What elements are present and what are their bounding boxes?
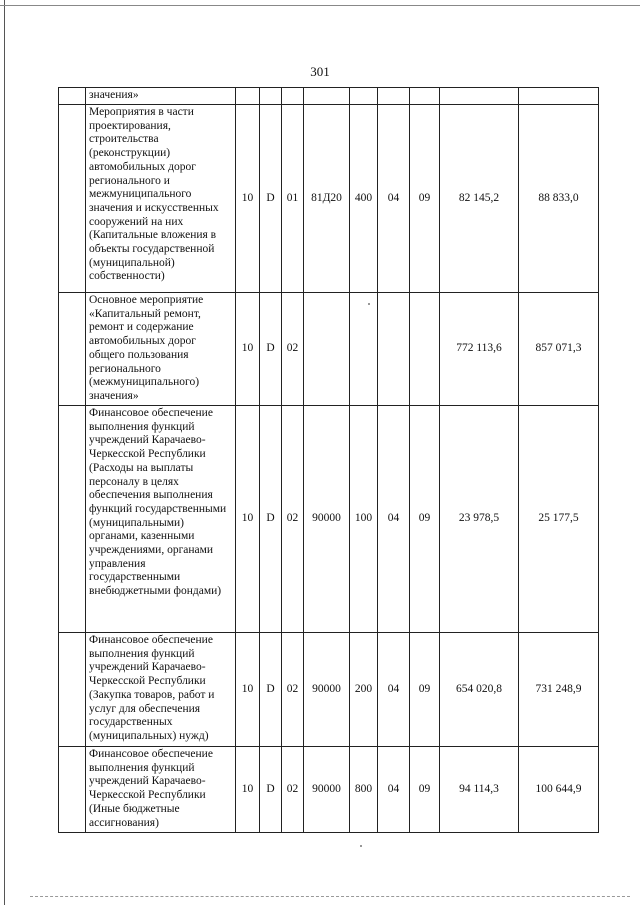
amount-cell: 731 248,9 [519,633,599,747]
item-name: Мероприятия в части проектирования, строительства (реконструкции) автомобильных дорог регионального и межмуниципального значения и искусственных сооружений на них (Капитальные вложения в объекты государственной (муниципальной) собственности) [86,105,236,293]
code-cell: D [260,406,282,633]
amount-cell: 772 113,6 [440,293,519,406]
index-cell [59,293,86,406]
table-row [59,88,599,105]
index-cell [59,633,86,747]
code-cell: 04 [378,633,410,747]
code-cell: 100 [350,406,378,633]
item-name: Финансовое обеспечение выполнения функций учреждений Карачаево-Черкесской Республики (Закупка товаров, работ и услуг для обеспечения государственных (муниципальных) нужд) [86,633,236,747]
amount-cell: 25 177,5 [519,406,599,633]
code-cell: 02 [282,747,304,833]
code-cell: 10 [236,406,260,633]
amount-cell: 94 114,3 [440,747,519,833]
code-cell [350,88,378,105]
scan-bottom-edge [30,896,630,898]
code-cell: 02 [282,293,304,406]
amount-cell: 100 644,9 [519,747,599,833]
code-cell: 90000 [304,747,350,833]
code-cell: 200 [350,633,378,747]
code-cell: 90000 [304,633,350,747]
scan-left-edge [4,0,5,905]
table-row [59,633,599,747]
code-cell: 10 [236,633,260,747]
code-cell [260,88,282,105]
item-name: Финансовое обеспечение выполнения функций учреждений Карачаево-Черкесской Республики (Расходы на выплаты персоналу в целях обеспечения выполнения функций государственными (муниципальными) органами, казенными учреждениями, органами управления государственными внебюджетными фондами) [86,406,236,633]
code-cell: 02 [282,633,304,747]
code-cell: 09 [410,633,440,747]
code-cell: D [260,633,282,747]
code-cell [378,88,410,105]
code-cell: 10 [236,293,260,406]
code-cell: 09 [410,747,440,833]
budget-table [58,87,599,833]
code-cell: 90000 [304,406,350,633]
amount-cell: 88 833,0 [519,105,599,293]
code-cell: D [260,747,282,833]
code-cell [410,88,440,105]
table-row [59,747,599,833]
code-cell [350,293,378,406]
code-cell: 10 [236,105,260,293]
code-cell: 09 [410,406,440,633]
code-cell [304,88,350,105]
item-name: Основное мероприятие «Капитальный ремонт, ремонт и содержание автомобильных дорог общего пользования регионального (межмуниципального) значения» [86,293,236,406]
item-name: Финансовое обеспечение выполнения функций учреждений Карачаево-Черкесской Республики (Иные бюджетные ассигнования) [86,747,236,833]
amount-cell: 82 145,2 [440,105,519,293]
code-cell [236,88,260,105]
index-cell [59,747,86,833]
code-cell [410,293,440,406]
index-cell [59,406,86,633]
amount-cell: 654 020,8 [440,633,519,747]
item-name: значения» [86,88,236,105]
code-cell [378,293,410,406]
code-cell: D [260,105,282,293]
table-row [59,105,599,293]
table-row [59,406,599,633]
code-cell: 09 [410,105,440,293]
table-row [59,293,599,406]
code-cell: 400 [350,105,378,293]
scan-top-edge [0,5,640,6]
code-cell: 81Д20 [304,105,350,293]
code-cell: 04 [378,747,410,833]
index-cell [59,105,86,293]
code-cell [304,293,350,406]
amount-cell [519,88,599,105]
code-cell: D [260,293,282,406]
scan-speck [360,845,362,847]
code-cell: 02 [282,406,304,633]
amount-cell: 857 071,3 [519,293,599,406]
code-cell: 04 [378,105,410,293]
code-cell: 800 [350,747,378,833]
code-cell: 01 [282,105,304,293]
amount-cell: 23 978,5 [440,406,519,633]
code-cell: 10 [236,747,260,833]
code-cell: 04 [378,406,410,633]
index-cell [59,88,86,105]
code-cell [282,88,304,105]
page-number: 301 [310,64,330,79]
amount-cell [440,88,519,105]
